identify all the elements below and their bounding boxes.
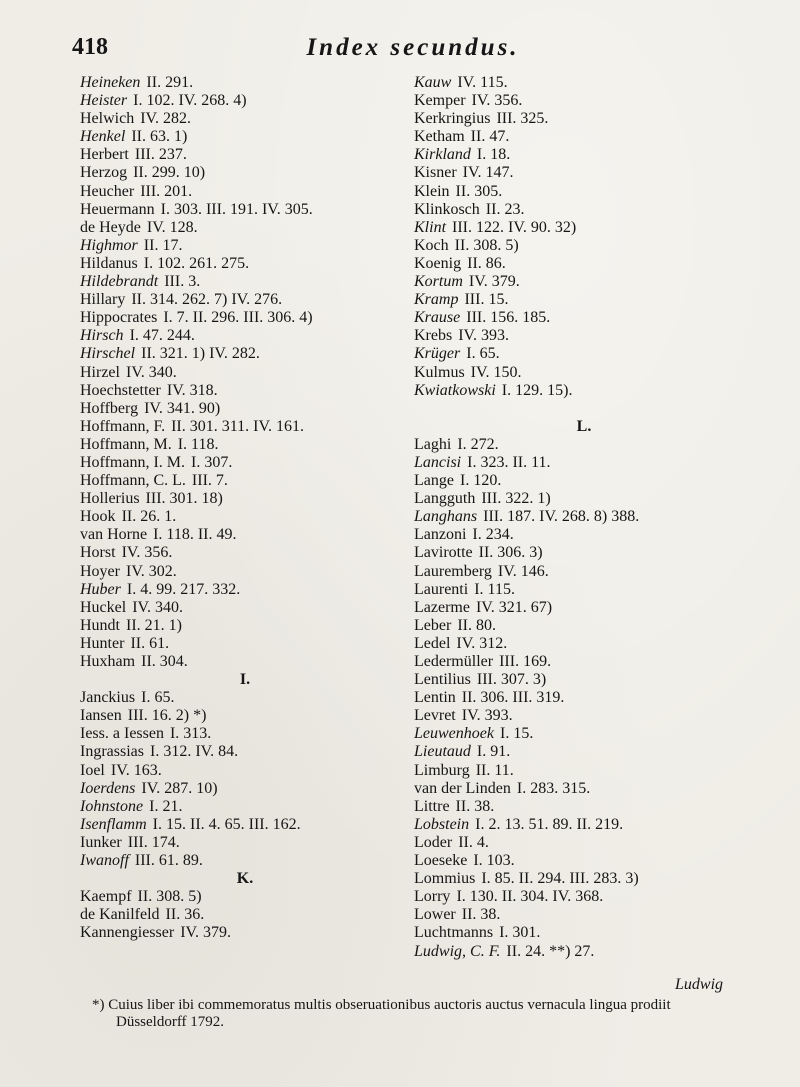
entry-references: IV. 356. — [471, 92, 523, 110]
entry-name: Hoffmann, F. — [80, 417, 166, 435]
entry-references: III. 307. 3) — [476, 671, 547, 689]
entry-name: Hildebrandt — [80, 273, 159, 291]
entry-references: II. 314. 262. 7) IV. 276. — [131, 291, 283, 309]
entry-references: I. 103. — [473, 852, 515, 870]
entry-name: Loeseke — [414, 852, 468, 870]
index-entry — [414, 201, 754, 219]
index-entry — [80, 110, 410, 128]
entry-name: Hoffmann, I. M. — [80, 453, 186, 471]
index-entry — [80, 581, 410, 599]
entry-name: Kaempf — [80, 888, 132, 906]
entry-references: II. 306. 3) — [478, 544, 543, 562]
entry-name: Koenig — [414, 254, 462, 272]
entry-name: Kramp — [414, 291, 459, 309]
entry-references: I. 7. II. 296. III. 306. 4) — [163, 309, 313, 327]
entry-name: Horst — [80, 544, 116, 562]
entry-name: Lanzoni — [414, 526, 467, 544]
entry-name: Highmor — [80, 236, 138, 254]
index-entry — [414, 255, 754, 273]
index-entry — [80, 128, 410, 146]
entry-name: van der Linden — [414, 779, 511, 797]
index-entry — [80, 924, 410, 942]
entry-references: IV. 150. — [470, 363, 522, 381]
entry-name: Ledel — [414, 634, 451, 652]
index-entry — [80, 183, 410, 201]
index-entry — [414, 653, 754, 671]
entry-name: Hundt — [80, 616, 120, 634]
index-entry — [80, 834, 410, 852]
entry-references: IV. 115. — [457, 74, 508, 91]
entry-references: I. 129. 15). — [501, 381, 573, 399]
entry-references: II. 80. — [457, 616, 496, 634]
index-entry — [80, 201, 410, 219]
entry-references: I. 115. — [474, 580, 515, 598]
index-entry — [414, 671, 754, 689]
index-entry — [414, 707, 754, 725]
entry-name: Hoyer — [80, 562, 120, 580]
index-entry — [414, 852, 754, 870]
entry-references: I. 91. — [476, 743, 511, 761]
entry-references: IV. 356. — [121, 544, 173, 562]
entry-references: I. 21. — [149, 797, 183, 815]
entry-references: III. 16. 2) *) — [127, 707, 207, 725]
entry-name: Hoechstetter — [80, 381, 161, 399]
entry-name: Lavirotte — [414, 544, 473, 562]
entry-references: I. 323. II. 11. — [467, 453, 551, 471]
footnote-line: *) Cuius liber ibi commemoratus multis obseruationibus auctoris auctus vernacula lingua prodiit — [92, 997, 671, 1013]
index-entry — [414, 327, 754, 345]
entry-references: I. 303. III. 191. IV. 305. — [160, 200, 313, 218]
index-entry — [414, 581, 754, 599]
index-entry — [414, 943, 754, 961]
index-entry — [414, 472, 754, 490]
entry-name: Klint — [414, 218, 447, 236]
index-entry — [414, 183, 754, 201]
entry-name: Hoffberg — [80, 399, 139, 417]
entry-name: Heucher — [80, 182, 135, 200]
entry-references: II. 321. 1) IV. 282. — [141, 345, 260, 363]
index-entry — [80, 780, 410, 798]
entry-references: II. 305. — [455, 182, 503, 200]
index-entry — [80, 92, 410, 110]
entry-references: II. 308. 5) — [454, 236, 519, 254]
entry-name: Langguth — [414, 490, 476, 508]
entry-name: Laurenti — [414, 580, 469, 598]
entry-references: I. 102. IV. 268. 4) — [133, 92, 247, 110]
entry-references: I. 130. II. 304. IV. 368. — [456, 888, 604, 906]
page-header — [68, 30, 758, 66]
entry-references: I. 2. 13. 51. 89. II. 219. — [475, 815, 624, 833]
index-entry — [80, 273, 410, 291]
footnote — [92, 997, 742, 1031]
entry-name: de Heyde — [80, 218, 141, 236]
entry-name: Kirkland — [414, 146, 471, 164]
index-entry — [414, 454, 754, 472]
index-entry — [80, 309, 410, 327]
entry-references: III. 301. 18) — [145, 490, 223, 508]
index-entry — [414, 273, 754, 291]
entry-name: Kisner — [414, 164, 457, 182]
entry-name: Hunter — [80, 634, 125, 652]
entry-name: Isenflamm — [80, 815, 147, 833]
entry-name: Hollerius — [80, 490, 140, 508]
entry-name: Lentin — [414, 689, 456, 707]
index-entry — [80, 400, 410, 418]
entry-references: III. 322. 1) — [481, 490, 551, 508]
index-entry — [414, 924, 754, 942]
entry-references: I. 47. 244. — [129, 327, 195, 345]
index-entry — [414, 906, 754, 924]
entry-name: Herzog — [80, 164, 128, 182]
entry-references: II. 291. — [146, 74, 194, 91]
index-entry — [414, 345, 754, 363]
entry-name: Levret — [414, 707, 456, 725]
entry-name: de Kanilfeld — [80, 906, 160, 924]
entry-name: Helwich — [80, 110, 135, 128]
entry-name: Koch — [414, 236, 449, 254]
entry-references: I. 312. IV. 84. — [149, 743, 239, 761]
index-entry — [414, 870, 754, 888]
entry-references: III. 187. IV. 268. 8) 388. — [483, 508, 640, 526]
entry-name: Heuermann — [80, 200, 155, 218]
section-letter: L. — [576, 417, 592, 435]
index-entry — [414, 780, 754, 798]
index-entry — [80, 544, 410, 562]
index-entry — [414, 364, 754, 382]
running-title: Index secundus. — [306, 34, 520, 61]
index-entry — [80, 508, 410, 526]
entry-references: IV. 340. — [125, 363, 177, 381]
entry-references: III. 174. — [127, 833, 180, 851]
entry-references: III. 15. — [464, 291, 509, 309]
page-number: 418 — [72, 34, 108, 60]
index-entry — [414, 508, 754, 526]
index-entry — [80, 888, 410, 906]
entry-name: Ioel — [80, 761, 105, 779]
entry-references: III. 3. — [164, 273, 201, 291]
entry-references: II. 308. 5) — [137, 888, 202, 906]
entry-name: Lower — [414, 906, 456, 924]
index-entry — [80, 617, 410, 635]
entry-name: Herbert — [80, 146, 129, 164]
entry-name: Kannengiesser — [80, 924, 175, 942]
entry-references: I. 85. II. 294. III. 283. 3) — [481, 870, 639, 888]
index-entry — [414, 382, 754, 400]
entry-references: III. 156. 185. — [466, 309, 551, 327]
index-entry — [414, 436, 754, 454]
entry-name: Lorry — [414, 888, 451, 906]
index-entry — [80, 327, 410, 345]
index-entry — [80, 798, 410, 816]
entry-name: Ioerdens — [80, 779, 136, 797]
entry-references: III. 325. — [496, 110, 549, 128]
entry-references: I. 102. 261. 275. — [143, 254, 250, 272]
entry-name: Huxham — [80, 653, 136, 670]
index-entry — [80, 852, 410, 870]
entry-references: II. 304. — [141, 653, 188, 670]
entry-name: Hoffmann, M. — [80, 435, 172, 453]
index-entry — [80, 255, 410, 273]
index-entry — [414, 725, 754, 743]
entry-name: van Horne — [80, 526, 148, 544]
index-entry — [414, 110, 754, 128]
index-entry — [414, 563, 754, 581]
entry-name: Hirsch — [80, 327, 124, 345]
index-entry — [80, 563, 410, 581]
index-entry — [414, 888, 754, 906]
entry-name: Huckel — [80, 598, 127, 616]
entry-name: Lieutaud — [414, 743, 471, 761]
index-entry — [80, 472, 410, 490]
index-entry — [414, 834, 754, 852]
index-entry — [414, 526, 754, 544]
entry-references: I. 301. — [499, 924, 541, 942]
index-entry — [80, 490, 410, 508]
entry-name: Hippocrates — [80, 309, 158, 327]
entry-name: Lauremberg — [414, 562, 492, 580]
entry-references: I. 15. II. 4. 65. III. 162. — [152, 815, 301, 833]
entry-references: I. 118. II. 49. — [153, 526, 237, 544]
entry-name: Heineken — [80, 74, 141, 91]
index-entry — [414, 798, 754, 816]
section-letter: K. — [236, 870, 254, 888]
entry-name: Henkel — [80, 128, 126, 146]
entry-name: Kerkringius — [414, 110, 491, 128]
entry-name: Iunker — [80, 833, 122, 851]
entry-name: Hirzel — [80, 363, 120, 381]
section-letter: I. — [239, 671, 251, 689]
entry-name: Lange — [414, 472, 454, 490]
entry-references: II. 36. — [165, 906, 205, 924]
index-entry — [80, 906, 410, 924]
index-entry — [414, 617, 754, 635]
entry-references: I. 118. — [177, 435, 219, 453]
entry-name: Iansen — [80, 707, 122, 725]
entry-references: I. 283. 315. — [516, 779, 591, 797]
index-entry — [80, 707, 410, 725]
index-entry — [414, 544, 754, 562]
entry-name: Langhans — [414, 508, 478, 526]
index-entry — [414, 309, 754, 327]
entry-references: II. 306. III. 319. — [461, 689, 565, 707]
entry-name: Klinkosch — [414, 200, 480, 218]
index-entry — [414, 599, 754, 617]
index-entry — [414, 743, 754, 761]
entry-references: IV. 318. — [166, 381, 218, 399]
index-entry — [414, 816, 754, 834]
entry-references: IV. 282. — [140, 110, 192, 128]
entry-name: Kulmus — [414, 363, 465, 381]
entry-references: IV. 287. 10) — [141, 779, 218, 797]
entry-references: IV. 379. — [180, 924, 232, 942]
entry-name: Kemper — [414, 92, 466, 110]
entry-references: II. 301. 311. IV. 161. — [171, 417, 304, 435]
entry-name: Limburg — [414, 761, 470, 779]
entry-references: IV. 147. — [462, 164, 514, 182]
index-column-right — [414, 74, 754, 961]
entry-name: Krause — [414, 309, 461, 327]
entry-references: II. 63. 1) — [131, 128, 188, 146]
entry-references: II. 299. 10) — [133, 164, 206, 182]
entry-references: IV. 341. 90) — [144, 399, 221, 417]
entry-name: Heister — [80, 92, 128, 110]
entry-references: II. 61. — [130, 634, 170, 652]
entry-references: II. 17. — [143, 236, 183, 254]
entry-references: II. 23. — [485, 200, 525, 218]
entry-references: I. 234. — [472, 526, 514, 544]
entry-references: II. 38. — [455, 797, 495, 815]
entry-name: Lommius — [414, 870, 476, 888]
index-entry — [80, 237, 410, 255]
entry-references: I. 272. — [457, 435, 499, 453]
entry-name: Klein — [414, 182, 450, 200]
index-entry — [80, 454, 410, 472]
entry-references: IV. 146. — [497, 562, 549, 580]
entry-name: Iwanoff — [80, 852, 129, 870]
entry-references: II. 47. — [470, 128, 510, 146]
entry-name: Hildanus — [80, 254, 138, 272]
entry-references: I. 313. — [169, 725, 212, 743]
entry-references: III. 201. — [140, 182, 193, 200]
entry-references: II. 4. — [458, 833, 489, 851]
index-entry — [414, 219, 754, 237]
entry-name: Laghi — [414, 435, 452, 453]
entry-references: IV. 393. — [458, 327, 510, 345]
index-entry — [80, 635, 410, 653]
entry-name: Kauw — [414, 74, 452, 91]
index-entry — [80, 146, 410, 164]
entry-name: Ingrassias — [80, 743, 144, 761]
index-entry — [414, 490, 754, 508]
entry-name: Leber — [414, 616, 452, 634]
entry-name: Ledermüller — [414, 653, 494, 670]
entry-references: I. 15. — [499, 725, 534, 743]
entry-references: I. 18. — [476, 146, 511, 164]
index-entry — [414, 128, 754, 146]
index-column-left — [80, 74, 410, 943]
entry-references: I. 4. 99. 217. 332. — [126, 580, 241, 598]
entry-name: Hillary — [80, 291, 126, 309]
entry-name: Littre — [414, 797, 450, 815]
index-entry — [80, 689, 410, 707]
entry-references: II. 21. 1) — [126, 616, 182, 634]
entry-name: Ketham — [414, 128, 465, 146]
entry-references: III. 122. IV. 90. 32) — [452, 218, 577, 236]
entry-references: I. 120. — [459, 472, 502, 490]
entry-name: Iohnstone — [80, 797, 144, 815]
index-entry — [414, 92, 754, 110]
entry-references: II. 86. — [467, 254, 506, 272]
entry-references: IV. 312. — [456, 634, 508, 652]
index-entry — [80, 291, 410, 309]
entry-name: Janckius — [80, 689, 136, 707]
index-entry — [80, 382, 410, 400]
index-entry — [414, 74, 754, 92]
entry-name: Lentilius — [414, 671, 471, 689]
index-entry — [80, 526, 410, 544]
index-entry — [80, 219, 410, 237]
entry-name: Iess. a Iessen — [80, 725, 164, 743]
entry-references: I. 65. — [466, 345, 500, 363]
index-entry — [414, 762, 754, 780]
index-entry — [414, 291, 754, 309]
entry-name: Krebs — [414, 327, 453, 345]
entry-references: I. 307. — [191, 453, 233, 471]
index-entry — [80, 418, 410, 436]
index-entry — [80, 653, 410, 671]
index-entry — [414, 164, 754, 182]
index-entry — [80, 743, 410, 761]
index-entry — [80, 345, 410, 363]
index-entry — [80, 725, 410, 743]
entry-references: III. 61. 89. — [134, 852, 203, 870]
entry-references: IV. 393. — [461, 707, 513, 725]
entry-references: IV. 163. — [110, 761, 162, 779]
index-entry — [80, 436, 410, 454]
entry-references: III. 7. — [191, 472, 228, 490]
entry-name: Hook — [80, 508, 116, 526]
index-entry — [80, 762, 410, 780]
footnote-line: Düsseldorff 1792. — [116, 1014, 225, 1030]
entry-references: IV. 340. — [132, 598, 184, 616]
entry-name: Loder — [414, 833, 453, 851]
entry-references: I. 65. — [141, 689, 175, 707]
entry-references: II. 26. 1. — [121, 508, 177, 526]
entry-references: IV. 302. — [125, 562, 177, 580]
blank-line — [414, 400, 754, 418]
entry-name: Kortum — [414, 273, 463, 291]
entry-name: Lobstein — [414, 815, 470, 833]
index-entry — [80, 816, 410, 834]
entry-references: III. 169. — [499, 653, 552, 670]
index-entry — [414, 635, 754, 653]
entry-name: Hirschel — [80, 345, 136, 363]
entry-name: Luchtmanns — [414, 924, 494, 942]
entry-name: Lancisi — [414, 453, 462, 471]
index-entry — [80, 164, 410, 182]
entry-references: II. 38. — [461, 906, 501, 924]
entry-name: Leuwenhoek — [414, 725, 494, 743]
entry-name: Ludwig, C. F. — [414, 942, 501, 960]
entry-references: IV. 128. — [146, 218, 198, 236]
entry-name: Kwiatkowski — [414, 381, 496, 399]
entry-references: II. 24. **) 27. — [506, 942, 595, 960]
entry-name: Hoffmann, C. L. — [80, 472, 186, 490]
entry-references: II. 11. — [475, 761, 514, 779]
entry-name: Krüger — [414, 345, 461, 363]
index-entry — [414, 689, 754, 707]
entry-references: IV. 321. 67) — [475, 598, 553, 616]
entry-references: III. 237. — [134, 146, 187, 164]
index-entry — [414, 146, 754, 164]
entry-name: Lazerme — [414, 598, 470, 616]
index-entry — [80, 74, 410, 92]
index-entry — [80, 364, 410, 382]
index-entry — [414, 237, 754, 255]
index-entry — [80, 599, 410, 617]
entry-name: Huber — [80, 580, 121, 598]
entry-references: IV. 379. — [468, 273, 520, 291]
catchword: Ludwig — [675, 976, 724, 993]
